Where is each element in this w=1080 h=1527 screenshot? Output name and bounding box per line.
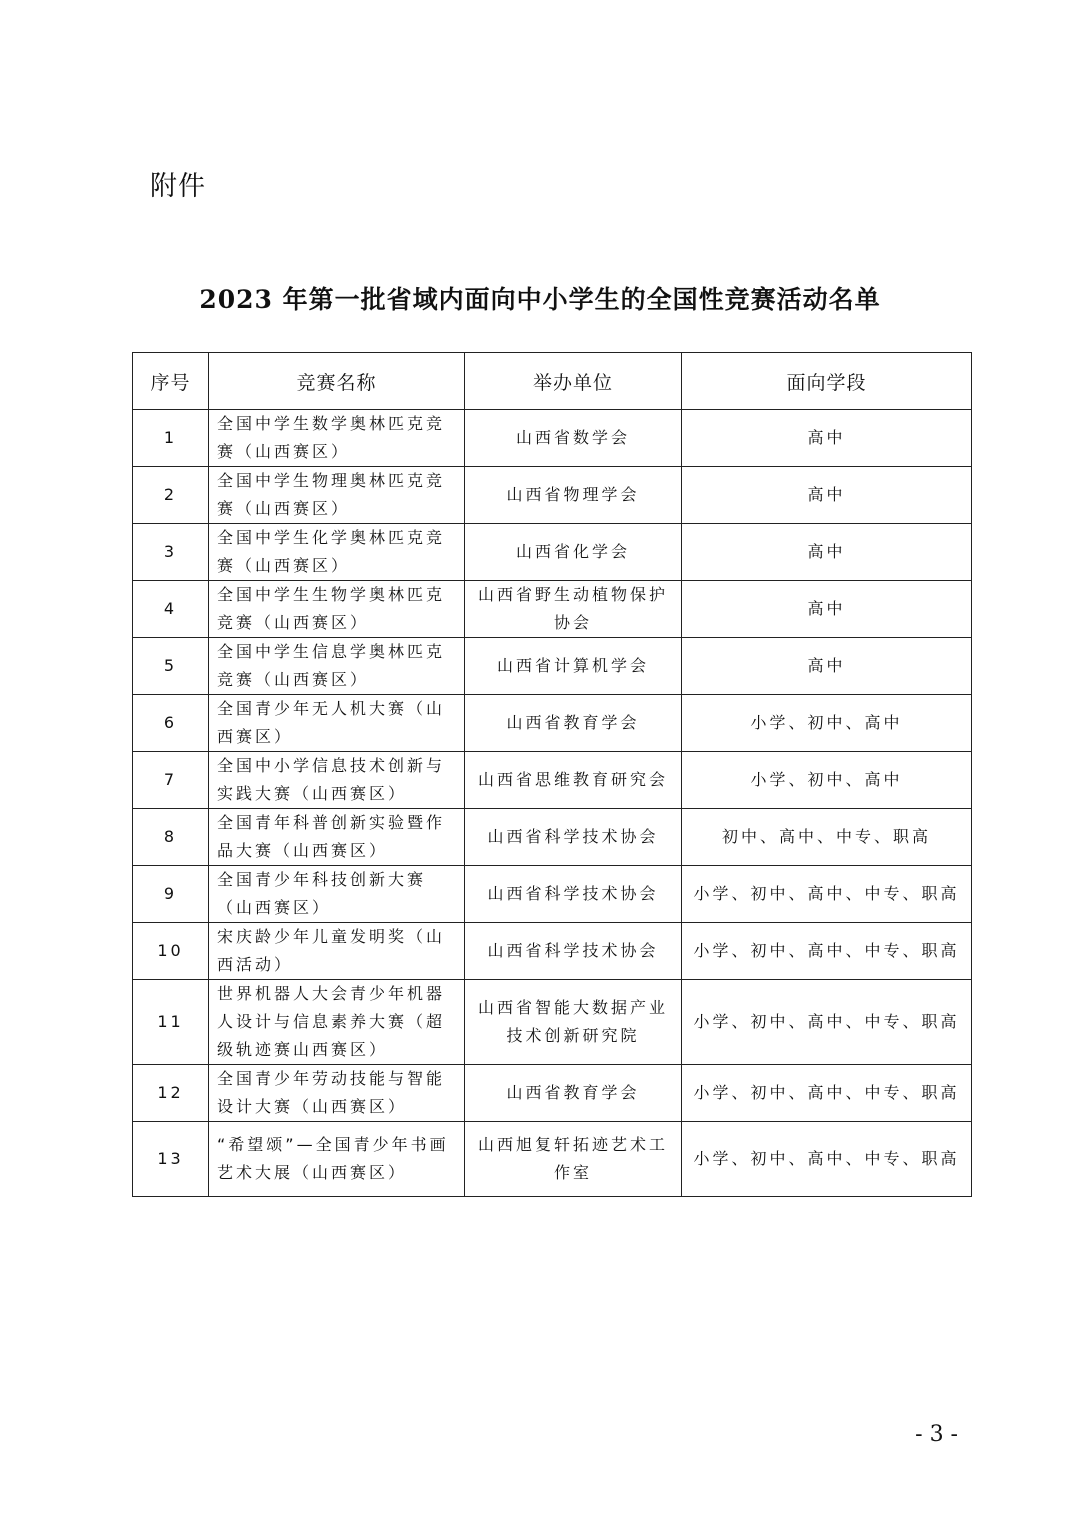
cell-org: 山西省智能大数据产业技术创新研究院 xyxy=(465,980,682,1065)
header-org: 举办单位 xyxy=(465,353,682,410)
cell-name: 全国中学生信息学奥林匹克竞赛（山西赛区） xyxy=(209,638,465,695)
cell-level: 高中 xyxy=(682,524,972,581)
cell-org: 山西省思维教育研究会 xyxy=(465,752,682,809)
cell-seq: 5 xyxy=(133,638,209,695)
cell-level: 小学、初中、高中 xyxy=(682,695,972,752)
cell-name: 世界机器人大会青少年机器人设计与信息素养大赛（超级轨迹赛山西赛区） xyxy=(209,980,465,1065)
cell-org: 山西省物理学会 xyxy=(465,467,682,524)
cell-org: 山西旭复轩拓迹艺术工作室 xyxy=(465,1122,682,1197)
cell-seq: 13 xyxy=(133,1122,209,1197)
cell-org: 山西省科学技术协会 xyxy=(465,923,682,980)
cell-seq: 6 xyxy=(133,695,209,752)
cell-seq: 1 xyxy=(133,410,209,467)
cell-seq: 12 xyxy=(133,1065,209,1122)
table-row xyxy=(133,638,972,695)
cell-name: 全国青少年无人机大赛（山西赛区） xyxy=(209,695,465,752)
cell-level: 小学、初中、高中、中专、职高 xyxy=(682,866,972,923)
cell-org: 山西省化学会 xyxy=(465,524,682,581)
cell-seq: 11 xyxy=(133,980,209,1065)
cell-level: 小学、初中、高中、中专、职高 xyxy=(682,1122,972,1197)
cell-seq: 7 xyxy=(133,752,209,809)
table-row xyxy=(133,581,972,638)
cell-name: 全国青少年科技创新大赛（山西赛区） xyxy=(209,866,465,923)
table-row xyxy=(133,1122,972,1197)
table-row xyxy=(133,1065,972,1122)
cell-level: 高中 xyxy=(682,638,972,695)
cell-org: 山西省教育学会 xyxy=(465,695,682,752)
table-row xyxy=(133,980,972,1065)
attachment-label: 附件 xyxy=(150,171,206,202)
cell-level: 高中 xyxy=(682,581,972,638)
cell-level: 高中 xyxy=(682,467,972,524)
cell-org: 山西省野生动植物保护协会 xyxy=(465,581,682,638)
cell-level: 小学、初中、高中、中专、职高 xyxy=(682,980,972,1065)
cell-seq: 9 xyxy=(133,866,209,923)
cell-level: 小学、初中、高中、中专、职高 xyxy=(682,1065,972,1122)
page-number: - 3 - xyxy=(915,1422,958,1447)
cell-org: 山西省科学技术协会 xyxy=(465,809,682,866)
table-row xyxy=(133,410,972,467)
cell-name: 全国青年科普创新实验暨作品大赛（山西赛区） xyxy=(209,809,465,866)
cell-org: 山西省计算机学会 xyxy=(465,638,682,695)
table-row xyxy=(133,524,972,581)
cell-org: 山西省数学会 xyxy=(465,410,682,467)
cell-name: 全国中学生化学奥林匹克竞赛（山西赛区） xyxy=(209,524,465,581)
header-name: 竞赛名称 xyxy=(209,353,465,410)
cell-name: “希望颂”—全国青少年书画艺术大展（山西赛区） xyxy=(209,1122,465,1197)
cell-name: 宋庆龄少年儿童发明奖（山西活动） xyxy=(209,923,465,980)
header-seq: 序号 xyxy=(133,353,209,410)
table-header-row xyxy=(133,353,972,410)
cell-seq: 4 xyxy=(133,581,209,638)
cell-level: 初中、高中、中专、职高 xyxy=(682,809,972,866)
cell-name: 全国中学生数学奥林匹克竞赛（山西赛区） xyxy=(209,410,465,467)
cell-org: 山西省教育学会 xyxy=(465,1065,682,1122)
cell-level: 小学、初中、高中 xyxy=(682,752,972,809)
table-row xyxy=(133,809,972,866)
competition-table xyxy=(132,352,972,1197)
table-row xyxy=(133,467,972,524)
cell-name: 全国青少年劳动技能与智能设计大赛（山西赛区） xyxy=(209,1065,465,1122)
cell-seq: 8 xyxy=(133,809,209,866)
cell-name: 全国中学生物理奥林匹克竞赛（山西赛区） xyxy=(209,467,465,524)
table-row xyxy=(133,923,972,980)
table-row xyxy=(133,752,972,809)
cell-name: 全国中小学信息技术创新与实践大赛（山西赛区） xyxy=(209,752,465,809)
cell-seq: 3 xyxy=(133,524,209,581)
header-level: 面向学段 xyxy=(682,353,972,410)
table-row xyxy=(133,695,972,752)
table-row xyxy=(133,866,972,923)
cell-level: 小学、初中、高中、中专、职高 xyxy=(682,923,972,980)
cell-seq: 2 xyxy=(133,467,209,524)
cell-org: 山西省科学技术协会 xyxy=(465,866,682,923)
document-title: 2023 年第一批省域内面向中小学生的全国性竞赛活动名单 xyxy=(199,285,881,314)
cell-name: 全国中学生生物学奥林匹克竞赛（山西赛区） xyxy=(209,581,465,638)
cell-level: 高中 xyxy=(682,410,972,467)
cell-seq: 10 xyxy=(133,923,209,980)
